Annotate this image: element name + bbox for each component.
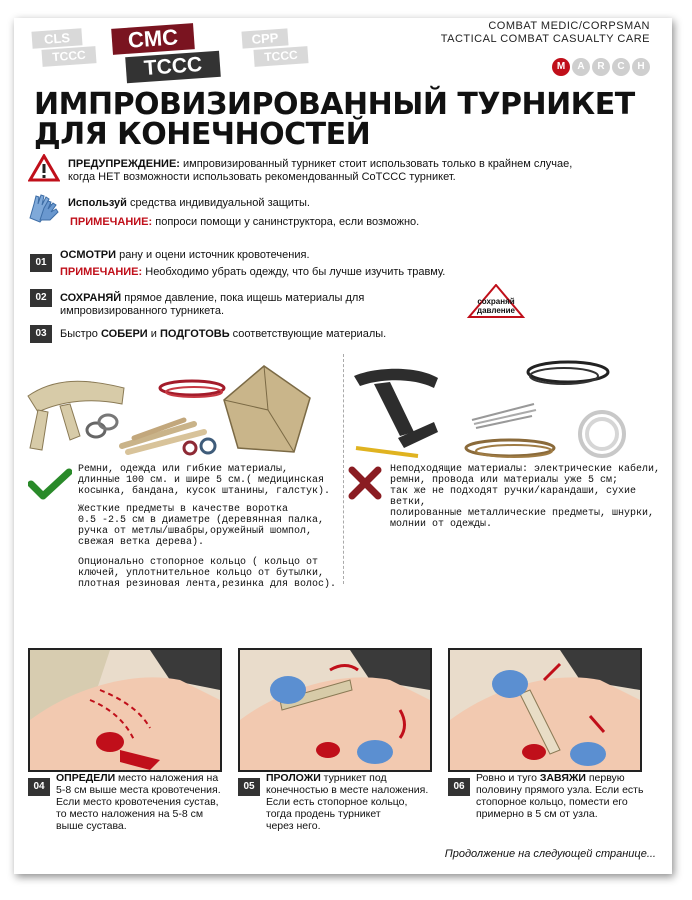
warning-label: ПРЕДУПРЕЖДЕНИЕ: [68,158,180,170]
unsuitable-line: ремни, провода или материалы уже 5 см; [390,475,619,486]
suitable-p3 [78,557,342,590]
ppe-note-label: ПРИМЕЧАНИЕ: [70,216,153,228]
suitable-p1 [78,464,342,497]
step-05-line: Если есть стопорное кольцо, [266,796,408,808]
step-05-line: турникет под [320,772,387,784]
step-05-line: через него. [266,820,321,832]
unsuitable-materials-text [390,464,670,530]
step-03-body: соответствующие материалы. [229,328,387,340]
step-03-mid: и [147,328,160,340]
header-role: COMBAT MEDIC/CORPSMAN [488,20,650,32]
step-06-illustration [448,648,642,772]
step-02-body-2: импровизированного турникета. [60,305,225,317]
suitable-p1-line: длинные 100 см. и шире 5 см.( медицинская [78,475,325,486]
step-06-number: 06 [448,778,470,796]
cpp-tag: CPP [241,28,288,48]
march-badges [550,56,650,76]
step-03-pre: Быстро [60,328,101,340]
step-04-line: то место наложения на 5-8 см [56,808,204,820]
march-c-badge: C [612,58,630,76]
suitable-materials-illustration [24,348,324,458]
suitable-p2-line: свежая ветка дерева). [78,537,205,548]
keep-pressure-sign-line-1: сохраняй [477,297,515,306]
march-m-badge: M [552,58,570,76]
cmc-tag: CMC [111,23,195,55]
ppe-label: Используй [68,197,127,209]
step-06-pre: Ровно и туго [476,772,540,784]
step-01-note-label: ПРИМЕЧАНИЕ: [60,266,143,278]
march-r-badge: R [592,58,610,76]
step-05-illustration [238,648,432,772]
suitable-p2-line: Жесткие предметы в качестве воротка [78,504,289,515]
title-line-1: ИМПРОВИЗИРОВАННЫЙ ТУРНИКЕТ [34,87,635,122]
march-a-badge: A [572,58,590,76]
step-04-line: выше сустава. [56,820,127,832]
ppe-note-body: попроси помощи у санинструктора, если возможно. [152,216,420,228]
suitable-p2-line: ручка от метлы/швабры,оружейный шомпол, [78,526,313,537]
check-icon [28,468,72,500]
step-01-body: рану и оцени источник кровотечения. [116,249,310,261]
step-04-text [56,772,240,832]
step-06-text [476,772,666,820]
keep-pressure-sign-line-2: давление [477,306,515,315]
ppe-body: средства индивидуальной защиты. [126,197,310,209]
ppe-note [70,216,419,229]
cls-tccc-tag: TCCC [41,46,96,67]
materials-divider [343,354,344,584]
step-04-line: место наложения на [115,772,219,784]
suitable-p2 [78,504,342,548]
step-01-number: 01 [30,254,52,272]
step-05-line: конечностью в месте наложения. [266,784,429,796]
step-03-bold-1: СОБЕРИ [100,328,148,340]
cmc-tccc-tag: TCCC [125,51,221,83]
step-05-bold: ПРОЛОЖИ [266,772,321,784]
keep-pressure-sign [466,284,526,318]
cpp-tccc-tag: TCCC [253,46,308,67]
step-03-text [60,328,386,341]
step-03-number: 03 [30,325,52,343]
cls-tag: CLS [31,28,82,48]
step-06-line: стопорное кольцо, помести его [476,796,628,808]
suitable-p3-line: Опционально стопорное кольцо ( кольцо от [78,557,319,568]
step-02-bold: СОХРАНЯЙ [60,292,122,304]
step-06-line: половину прямого узла. Если есть [476,784,644,796]
page-title [34,87,635,152]
step-02-body-1: прямое давление, пока ищешь материалы для [121,292,365,304]
step-03-bold-2: ПОДГОТОВЬ [159,328,230,340]
unsuitable-line: так же не подходят ручки/карандаши, сухие ветки, [390,486,637,508]
step-05-line: тогда продень турникет [266,808,381,820]
step-06-bold: ЗАВЯЖИ [539,772,586,784]
unsuitable-line: молнии от одежды. [390,519,493,530]
step-05-text [266,772,450,832]
step-04-line: 5-8 см выше места кровотечения. [56,784,221,796]
step-02-number: 02 [30,289,52,307]
step-02-text [60,292,460,318]
cross-icon [348,466,382,500]
step-04-bold: ОПРЕДЕЛИ [56,772,116,784]
title-line-2: ДЛЯ КОНЕЧНОСТЕЙ [34,117,371,152]
suitable-materials-text [78,464,342,590]
gloves-icon [26,192,62,224]
step-04-number: 04 [28,778,50,796]
suitable-p2-line: 0.5 -2.5 см в диаметре (деревянная палка, [78,515,325,526]
warning-text [68,158,658,184]
suitable-p1-line: косынка, бандана, кусок штанины, галстук). [78,486,331,497]
continued-footer: Продолжение на следующей странице... [444,848,656,860]
suitable-p1-line: Ремни, одежда или гибкие материалы, [78,464,289,475]
step-04-line: Если место кровотечения сустав, [56,796,219,808]
step-05-number: 05 [238,778,260,796]
step-06-line: первую [585,772,625,784]
step-01-bold: ОСМОТРИ [60,249,117,261]
suitable-p3-line: ключей, уплотнительное кольцо от бутылки, [78,568,325,579]
document-page [14,18,672,874]
warning-icon [28,154,60,182]
warning-text-2: когда НЕТ возможности использовать рекомендованный CoTCCC турникет. [68,171,456,183]
step-01-note-body: Необходимо убрать одежду, что бы лучше изучить травму. [142,266,446,278]
unsuitable-line: Неподходящие материалы: электрические кабели, [390,464,661,475]
warning-text-1: импровизированный турникет стоит использовать только в крайнем случае, [179,158,573,170]
march-h-badge: H [632,58,650,76]
header-course: TACTICAL COMBAT CASUALTY CARE [440,33,650,45]
step-06-line: примерно в 5 см от узла. [476,808,598,820]
step-04-illustration [28,648,222,772]
step-01-note [60,266,445,279]
step-01-text [60,249,310,262]
unsuitable-materials-illustration [348,348,648,458]
unsuitable-line: полированные металлические предметы, шнурки, [390,508,655,519]
ppe-text [68,197,310,210]
suitable-p3-line: плотная резиновая лента,резинка для волос). [78,579,337,590]
